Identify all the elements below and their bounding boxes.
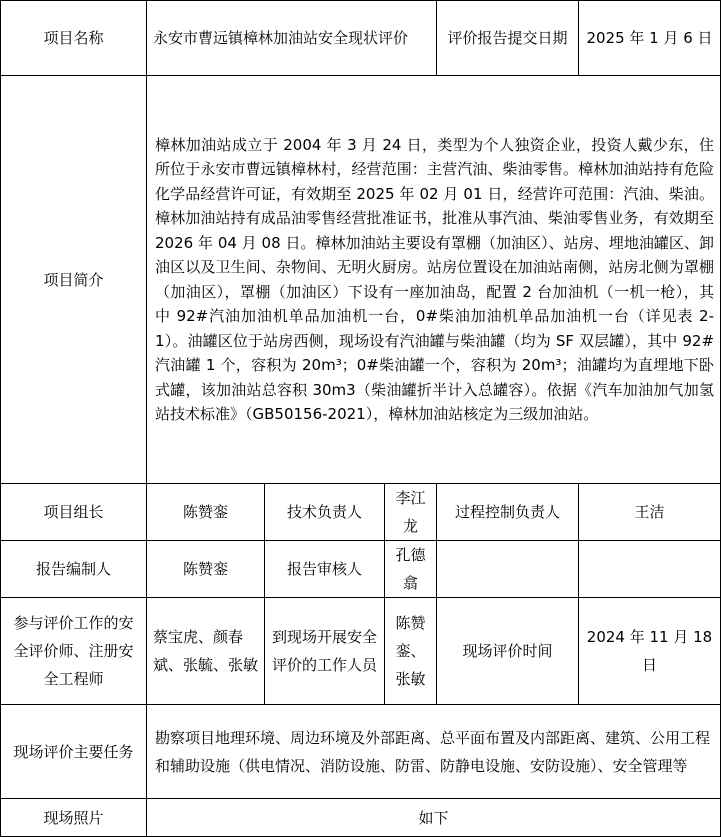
report-date-label: 评价报告提交日期: [437, 1, 579, 76]
row-report-people: [1, 541, 721, 598]
onsite-time-value: 2024 年 11 月 18 日: [579, 598, 721, 705]
process-lead-label: 过程控制负责人: [437, 484, 579, 541]
evaluators-label: 参与评价工作的安全评价师、注册安全工程师: [1, 598, 147, 705]
tech-lead-value: 李江龙: [385, 484, 437, 541]
empty-cell-2: [579, 541, 721, 598]
row-project-name: [1, 1, 721, 76]
onsite-staff-value: 陈赞銮、张敏: [385, 598, 437, 705]
reviewer-value: 孔德翕: [385, 541, 437, 598]
row-evaluators: [1, 598, 721, 705]
process-lead-value: 王洁: [579, 484, 721, 541]
row-project-intro: [1, 76, 721, 484]
row-tasks: [1, 705, 721, 799]
compiler-value: 陈赞銮: [147, 541, 265, 598]
team-leader-value: 陈赞銮: [147, 484, 265, 541]
project-intro-label: 项目简介: [1, 76, 147, 484]
evaluators-value: 蔡宝虎、颜春斌、张毓、张敏: [147, 598, 265, 705]
row-photos: [1, 799, 721, 837]
compiler-label: 报告编制人: [1, 541, 147, 598]
tasks-label: 现场评价主要任务: [1, 705, 147, 799]
photos-label: 现场照片: [1, 799, 147, 837]
empty-cell-1: [437, 541, 579, 598]
project-name-label: 项目名称: [1, 1, 147, 76]
tech-lead-label: 技术负责人: [265, 484, 385, 541]
tasks-text: 勘察项目地理环境、周边环境及外部距离、总平面布置及内部距离、建筑、公用工程和辅助设施（供电情况、消防设施、防雷、防静电设施、安防设施）、安全管理等: [147, 705, 721, 799]
onsite-staff-label: 到现场开展安全评价的工作人员: [265, 598, 385, 705]
row-team: [1, 484, 721, 541]
onsite-time-label: 现场评价时间: [437, 598, 579, 705]
report-date-value: 2025 年 1 月 6 日: [579, 1, 721, 76]
project-name-value: 永安市曹远镇樟林加油站安全现状评价: [147, 1, 437, 76]
reviewer-label: 报告审核人: [265, 541, 385, 598]
team-leader-label: 项目组长: [1, 484, 147, 541]
photos-value: 如下: [147, 799, 721, 837]
project-intro-text: 樟林加油站成立于 2004 年 3 月 24 日，类型为个人独资企业，投资人戴少东，住所位于永安市曹远镇樟林村，经营范围：主营汽油、柴油零售。樟林加油站持有危险化学品经营许可证，有效期至 2025 年 02 月 01 日，经营许可范围：汽油、柴油。樟林加油站持有成品油零售经营批准证书，批准从事汽油、柴油零售业务，有效期至 2026 年 04 月 08 日。樟林加油站主要设有罩棚（加油区）、站房、埋地油罐区、卸油区以及卫生间、杂物间、无明火厨房。站房位置设在加油站南侧，站房北侧为罩棚（加油区），罩棚（加油区）下设有一座加油岛，配置 2 台加油机（一机一枪），其中 92#汽油加油机单品加油机一台，0#柴油加油机单品加油机一台（详见表 2-1）。油罐区位于站房西侧，现场设有汽油罐与柴油罐（均为 SF 双层罐），其中 92#汽油罐 1 个，容积为 20m³；0#柴油罐一个，容积为 20m³；油罐均为直埋地下卧式罐，该加油站总容积 30m3（柴油罐折半计入总罐容）。依据《汽车加油加气加氢站技术标准》（GB50156-2021），樟林加油站核定为三级加油站。: [147, 76, 721, 484]
